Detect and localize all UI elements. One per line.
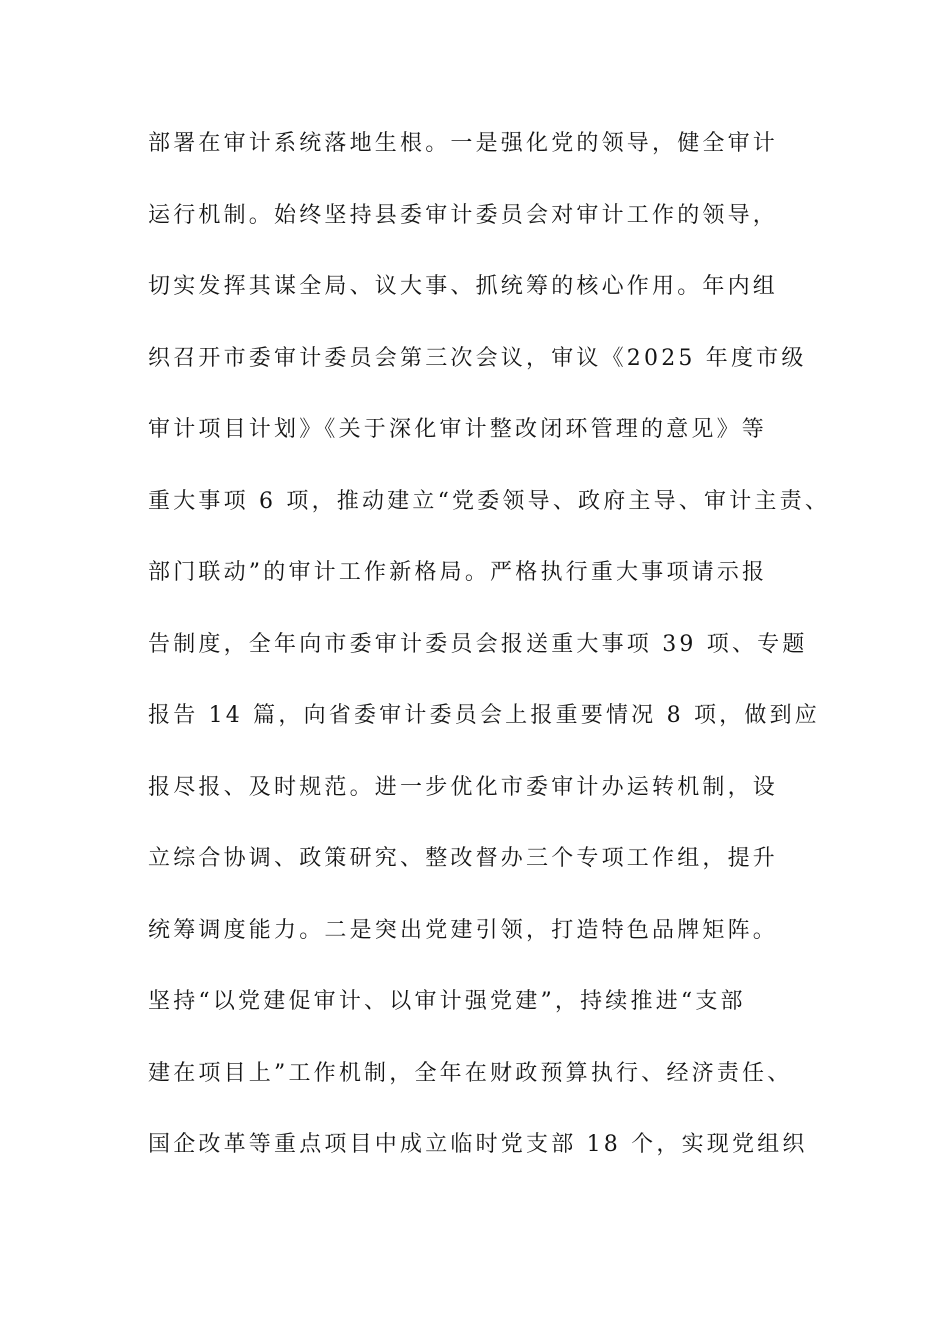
text-line-3: 切实发挥其谋全局、议大事、抓统筹的核心作用。年内组 (148, 274, 779, 299)
text-line-1: 部署在审计系统落地生根。一是强化党的领导，健全审计 (148, 131, 779, 156)
text-line-9: 报告 14 篇，向省委审计委员会上报重要情况 8 项，做到应 (148, 703, 820, 728)
text-line-12: 统筹调度能力。二是突出党建引领，打造特色品牌矩阵。 (148, 917, 779, 943)
body-paragraph (148, 118, 848, 1191)
text-line-5: 审计项目计划》《关于深化审计整改闭环管理的意见》等 (148, 417, 768, 442)
text-line-8: 告制度，全年向市委审计委员会报送重大事项 39 项、专题 (148, 631, 808, 657)
text-line-11: 立综合协调、政策研究、整改督办三个专项工作组，提升 (148, 846, 779, 871)
text-line-13: 坚持“以党建促审计、以审计强党建”，持续推进“支部 (148, 989, 746, 1014)
text-line-15: 国企改革等重点项目中成立临时党支部 18 个，实现党组织 (148, 1132, 808, 1157)
text-line-4: 织召开市委审计委员会第三次会议，审议《2025 年度市级 (148, 345, 807, 371)
text-line-6: 重大事项 6 项，推动建立“党委领导、政府主导、审计主责、 (148, 488, 831, 514)
text-line-10: 报尽报、及时规范。进一步优化市委审计办运转机制，设 (148, 774, 779, 800)
text-line-14: 建在项目上”工作机制，全年在财政预算执行、经济责任、 (148, 1060, 793, 1086)
text-line-2: 运行机制。始终坚持县委审计委员会对审计工作的领导， (148, 202, 779, 228)
text-line-7: 部门联动”的审计工作新格局。严格执行重大事项请示报 (148, 560, 768, 585)
